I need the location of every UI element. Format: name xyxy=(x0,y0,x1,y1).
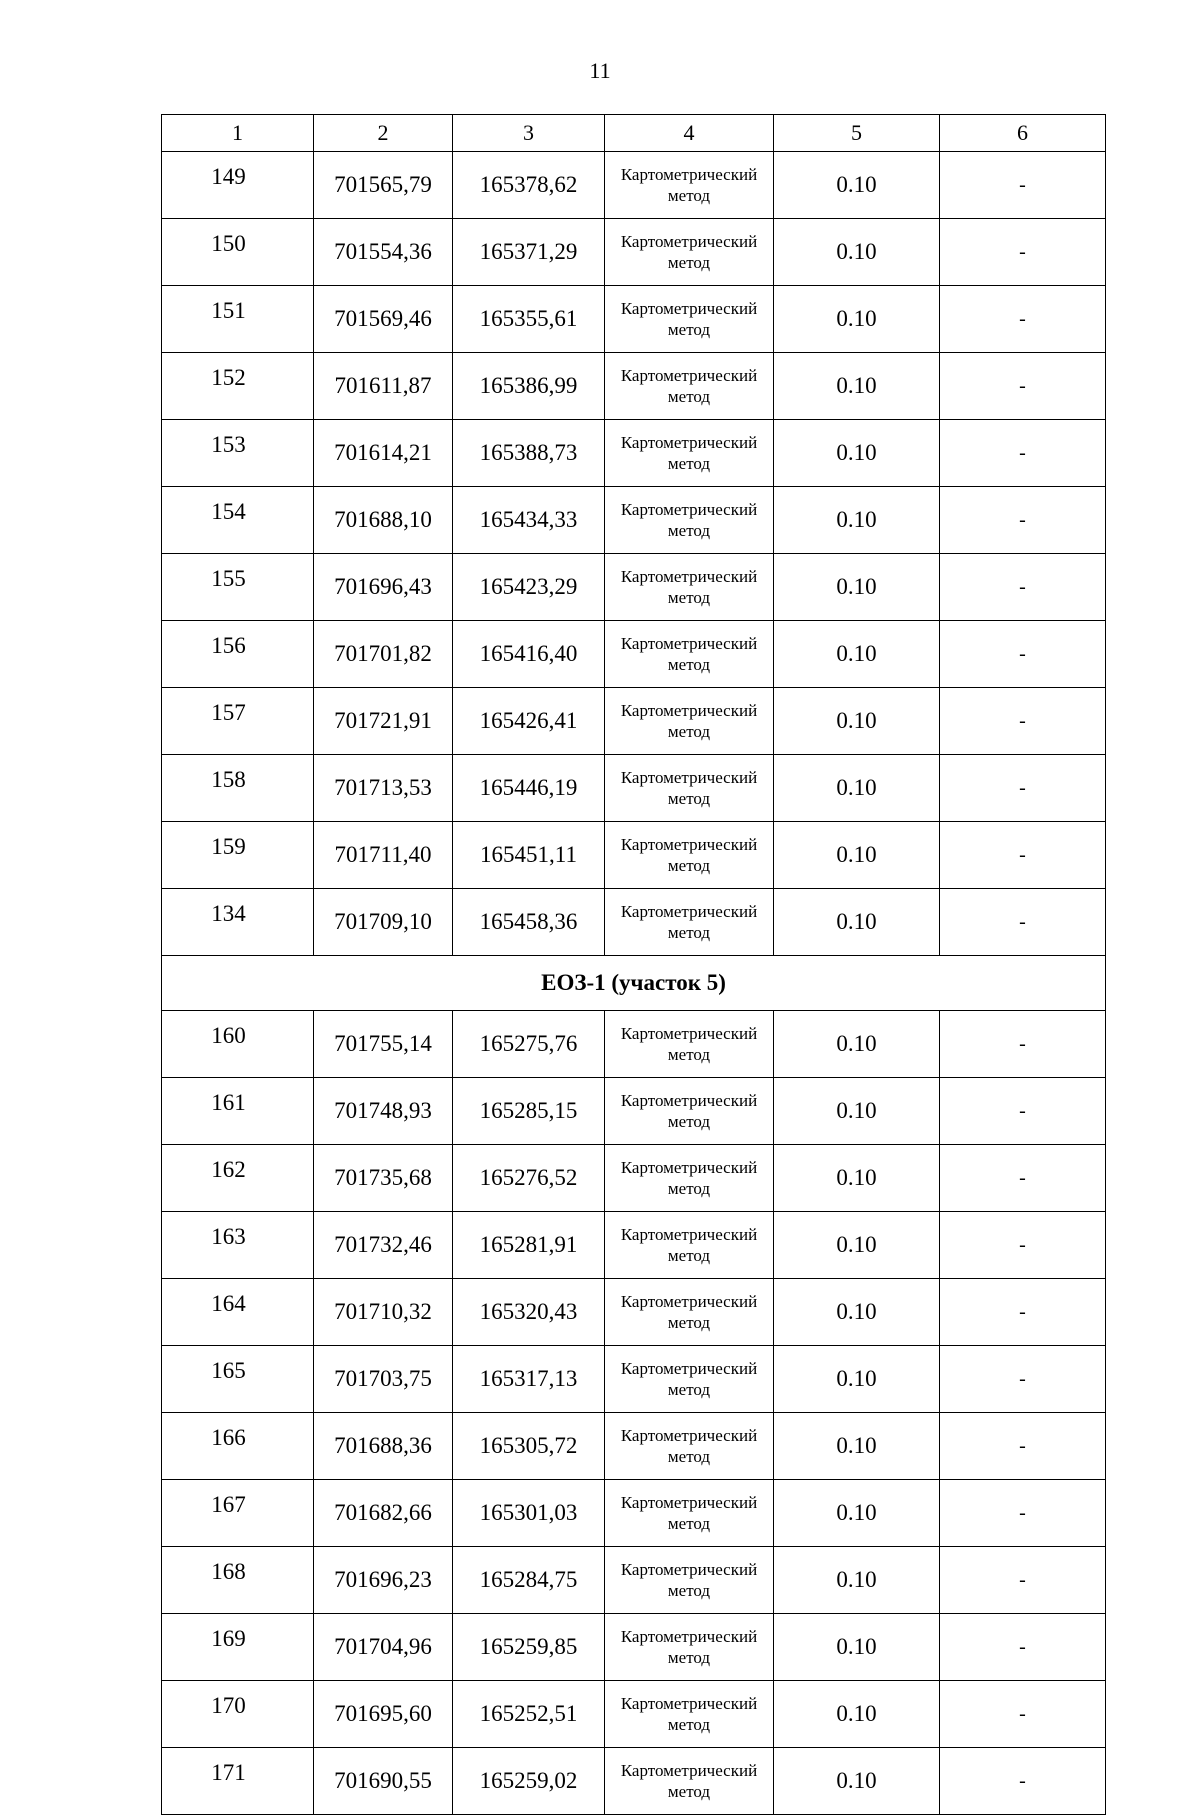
note-cell: - xyxy=(940,1681,1106,1748)
point-number-cell: 155 xyxy=(162,554,314,621)
method-line-1: Картометрический xyxy=(620,366,758,385)
note-cell: - xyxy=(940,1078,1106,1145)
method-line-1: Картометрический xyxy=(620,634,758,653)
column-header: 3 xyxy=(453,115,605,152)
point-number-cell: 163 xyxy=(162,1212,314,1279)
note-cell: - xyxy=(940,1547,1106,1614)
accuracy-cell: 0.10 xyxy=(774,420,940,487)
method-line-1: Картометрический xyxy=(620,1761,758,1780)
method-line-2: метод xyxy=(667,454,711,473)
note-cell: - xyxy=(940,219,1106,286)
y-coordinate-cell: 165416,40 xyxy=(453,621,605,688)
x-coordinate-cell: 701565,79 xyxy=(314,152,453,219)
accuracy-cell: 0.10 xyxy=(774,1681,940,1748)
method-line-2: метод xyxy=(667,1782,711,1801)
section-title: ЕОЗ-1 (участок 5) xyxy=(162,956,1106,1011)
method-cell xyxy=(605,554,774,621)
method-cell xyxy=(605,1346,774,1413)
table-row xyxy=(162,1547,1106,1614)
accuracy-cell: 0.10 xyxy=(774,822,940,889)
table-row xyxy=(162,286,1106,353)
method-line-2: метод xyxy=(667,1112,711,1131)
table-row xyxy=(162,487,1106,554)
method-line-2: метод xyxy=(667,320,711,339)
method-line-2: метод xyxy=(667,521,711,540)
point-number-cell: 171 xyxy=(162,1748,314,1815)
accuracy-cell: 0.10 xyxy=(774,1614,940,1681)
accuracy-cell: 0.10 xyxy=(774,1480,940,1547)
table-row xyxy=(162,1145,1106,1212)
accuracy-cell: 0.10 xyxy=(774,286,940,353)
y-coordinate-cell: 165434,33 xyxy=(453,487,605,554)
method-line-1: Картометрический xyxy=(620,1560,758,1579)
method-line-1: Картометрический xyxy=(620,1292,758,1311)
point-number-cell: 170 xyxy=(162,1681,314,1748)
method-line-1: Картометрический xyxy=(620,433,758,452)
point-number-cell: 164 xyxy=(162,1279,314,1346)
point-number-cell: 150 xyxy=(162,219,314,286)
method-line-2: метод xyxy=(667,387,711,406)
table-row xyxy=(162,1480,1106,1547)
method-line-1: Картометрический xyxy=(620,1359,758,1378)
y-coordinate-cell: 165423,29 xyxy=(453,554,605,621)
point-number-cell: 160 xyxy=(162,1011,314,1078)
method-line-1: Картометрический xyxy=(620,1627,758,1646)
x-coordinate-cell: 701709,10 xyxy=(314,889,453,956)
table-row xyxy=(162,755,1106,822)
method-line-1: Картометрический xyxy=(620,500,758,519)
column-header: 6 xyxy=(940,115,1106,152)
point-number-cell: 154 xyxy=(162,487,314,554)
note-cell: - xyxy=(940,1279,1106,1346)
y-coordinate-cell: 165276,52 xyxy=(453,1145,605,1212)
point-number-cell: 161 xyxy=(162,1078,314,1145)
x-coordinate-cell: 701695,60 xyxy=(314,1681,453,1748)
y-coordinate-cell: 165320,43 xyxy=(453,1279,605,1346)
accuracy-cell: 0.10 xyxy=(774,1279,940,1346)
note-cell: - xyxy=(940,353,1106,420)
accuracy-cell: 0.10 xyxy=(774,1078,940,1145)
table-row xyxy=(162,1212,1106,1279)
y-coordinate-cell: 165281,91 xyxy=(453,1212,605,1279)
method-line-2: метод xyxy=(667,923,711,942)
method-cell xyxy=(605,219,774,286)
method-cell xyxy=(605,1011,774,1078)
y-coordinate-cell: 165305,72 xyxy=(453,1413,605,1480)
method-line-2: метод xyxy=(667,722,711,741)
accuracy-cell: 0.10 xyxy=(774,487,940,554)
table-row xyxy=(162,1413,1106,1480)
note-cell: - xyxy=(940,621,1106,688)
method-line-2: метод xyxy=(667,1313,711,1332)
y-coordinate-cell: 165388,73 xyxy=(453,420,605,487)
x-coordinate-cell: 701735,68 xyxy=(314,1145,453,1212)
y-coordinate-cell: 165386,99 xyxy=(453,353,605,420)
column-header: 5 xyxy=(774,115,940,152)
accuracy-cell: 0.10 xyxy=(774,1145,940,1212)
note-cell: - xyxy=(940,1145,1106,1212)
table-row xyxy=(162,688,1106,755)
method-cell xyxy=(605,487,774,554)
x-coordinate-cell: 701554,36 xyxy=(314,219,453,286)
method-line-1: Картометрический xyxy=(620,768,758,787)
table-row xyxy=(162,152,1106,219)
note-cell: - xyxy=(940,1212,1106,1279)
method-line-1: Картометрический xyxy=(620,299,758,318)
x-coordinate-cell: 701703,75 xyxy=(314,1346,453,1413)
table-row xyxy=(162,1346,1106,1413)
table-row xyxy=(162,1078,1106,1145)
method-line-2: метод xyxy=(667,1514,711,1533)
x-coordinate-cell: 701611,87 xyxy=(314,353,453,420)
method-cell xyxy=(605,152,774,219)
table-row xyxy=(162,889,1106,956)
accuracy-cell: 0.10 xyxy=(774,1346,940,1413)
note-cell: - xyxy=(940,1748,1106,1815)
x-coordinate-cell: 701696,43 xyxy=(314,554,453,621)
accuracy-cell: 0.10 xyxy=(774,688,940,755)
point-number-cell: 151 xyxy=(162,286,314,353)
table-body xyxy=(162,115,1106,1815)
method-line-1: Картометрический xyxy=(620,1694,758,1713)
method-cell xyxy=(605,755,774,822)
table-row xyxy=(162,621,1106,688)
y-coordinate-cell: 165252,51 xyxy=(453,1681,605,1748)
point-number-cell: 162 xyxy=(162,1145,314,1212)
table-row xyxy=(162,420,1106,487)
method-cell xyxy=(605,1614,774,1681)
method-line-2: метод xyxy=(667,1715,711,1734)
note-cell: - xyxy=(940,1011,1106,1078)
method-line-1: Картометрический xyxy=(620,232,758,251)
method-line-1: Картометрический xyxy=(620,701,758,720)
table-row xyxy=(162,1681,1106,1748)
method-cell xyxy=(605,889,774,956)
note-cell: - xyxy=(940,554,1106,621)
method-line-1: Картометрический xyxy=(620,1158,758,1177)
note-cell: - xyxy=(940,152,1106,219)
x-coordinate-cell: 701569,46 xyxy=(314,286,453,353)
point-number-cell: 168 xyxy=(162,1547,314,1614)
method-cell xyxy=(605,1547,774,1614)
method-cell xyxy=(605,621,774,688)
point-number-cell: 153 xyxy=(162,420,314,487)
method-line-1: Картометрический xyxy=(620,1493,758,1512)
x-coordinate-cell: 701688,36 xyxy=(314,1413,453,1480)
x-coordinate-cell: 701713,53 xyxy=(314,755,453,822)
point-number-cell: 166 xyxy=(162,1413,314,1480)
point-number-cell: 156 xyxy=(162,621,314,688)
column-header: 2 xyxy=(314,115,453,152)
coordinates-table xyxy=(161,114,1106,1815)
accuracy-cell: 0.10 xyxy=(774,554,940,621)
section-header-row xyxy=(162,956,1106,1011)
note-cell: - xyxy=(940,688,1106,755)
note-cell: - xyxy=(940,1346,1106,1413)
method-line-2: метод xyxy=(667,856,711,875)
method-line-2: метод xyxy=(667,655,711,674)
method-line-2: метод xyxy=(667,1246,711,1265)
method-line-1: Картометрический xyxy=(620,1225,758,1244)
x-coordinate-cell: 701688,10 xyxy=(314,487,453,554)
x-coordinate-cell: 701711,40 xyxy=(314,822,453,889)
point-number-cell: 157 xyxy=(162,688,314,755)
point-number-cell: 158 xyxy=(162,755,314,822)
y-coordinate-cell: 165451,11 xyxy=(453,822,605,889)
note-cell: - xyxy=(940,1614,1106,1681)
table-row xyxy=(162,353,1106,420)
method-line-2: метод xyxy=(667,1648,711,1667)
y-coordinate-cell: 165458,36 xyxy=(453,889,605,956)
point-number-cell: 152 xyxy=(162,353,314,420)
method-cell xyxy=(605,420,774,487)
method-line-2: метод xyxy=(667,1380,711,1399)
y-coordinate-cell: 165285,15 xyxy=(453,1078,605,1145)
method-line-2: метод xyxy=(667,186,711,205)
note-cell: - xyxy=(940,822,1106,889)
accuracy-cell: 0.10 xyxy=(774,621,940,688)
method-line-2: метод xyxy=(667,789,711,808)
x-coordinate-cell: 701701,82 xyxy=(314,621,453,688)
method-line-1: Картометрический xyxy=(620,1091,758,1110)
method-cell xyxy=(605,1480,774,1547)
x-coordinate-cell: 701755,14 xyxy=(314,1011,453,1078)
note-cell: - xyxy=(940,755,1106,822)
x-coordinate-cell: 701732,46 xyxy=(314,1212,453,1279)
method-line-2: метод xyxy=(667,1179,711,1198)
accuracy-cell: 0.10 xyxy=(774,152,940,219)
header-row xyxy=(162,115,1106,152)
accuracy-cell: 0.10 xyxy=(774,1212,940,1279)
method-line-1: Картометрический xyxy=(620,1426,758,1445)
method-cell xyxy=(605,353,774,420)
accuracy-cell: 0.10 xyxy=(774,1547,940,1614)
method-line-1: Картометрический xyxy=(620,835,758,854)
point-number-cell: 169 xyxy=(162,1614,314,1681)
y-coordinate-cell: 165301,03 xyxy=(453,1480,605,1547)
accuracy-cell: 0.10 xyxy=(774,1748,940,1815)
method-cell xyxy=(605,1748,774,1815)
method-cell xyxy=(605,1145,774,1212)
y-coordinate-cell: 165284,75 xyxy=(453,1547,605,1614)
note-cell: - xyxy=(940,286,1106,353)
method-cell xyxy=(605,1279,774,1346)
method-cell xyxy=(605,1413,774,1480)
table-row xyxy=(162,1279,1106,1346)
accuracy-cell: 0.10 xyxy=(774,1413,940,1480)
accuracy-cell: 0.10 xyxy=(774,889,940,956)
column-header: 4 xyxy=(605,115,774,152)
y-coordinate-cell: 165259,02 xyxy=(453,1748,605,1815)
accuracy-cell: 0.10 xyxy=(774,353,940,420)
y-coordinate-cell: 165275,76 xyxy=(453,1011,605,1078)
table-row xyxy=(162,1748,1106,1815)
accuracy-cell: 0.10 xyxy=(774,755,940,822)
point-number-cell: 165 xyxy=(162,1346,314,1413)
table-row xyxy=(162,554,1106,621)
x-coordinate-cell: 701748,93 xyxy=(314,1078,453,1145)
note-cell: - xyxy=(940,487,1106,554)
method-line-1: Картометрический xyxy=(620,902,758,921)
method-line-1: Картометрический xyxy=(620,1024,758,1043)
method-line-2: метод xyxy=(667,253,711,272)
note-cell: - xyxy=(940,1480,1106,1547)
x-coordinate-cell: 701690,55 xyxy=(314,1748,453,1815)
y-coordinate-cell: 165446,19 xyxy=(453,755,605,822)
y-coordinate-cell: 165371,29 xyxy=(453,219,605,286)
note-cell: - xyxy=(940,889,1106,956)
method-cell xyxy=(605,286,774,353)
x-coordinate-cell: 701704,96 xyxy=(314,1614,453,1681)
note-cell: - xyxy=(940,420,1106,487)
x-coordinate-cell: 701682,66 xyxy=(314,1480,453,1547)
table-row xyxy=(162,822,1106,889)
accuracy-cell: 0.10 xyxy=(774,1011,940,1078)
method-cell xyxy=(605,1681,774,1748)
point-number-cell: 159 xyxy=(162,822,314,889)
x-coordinate-cell: 701614,21 xyxy=(314,420,453,487)
y-coordinate-cell: 165259,85 xyxy=(453,1614,605,1681)
method-line-1: Картометрический xyxy=(620,165,758,184)
method-line-2: метод xyxy=(667,588,711,607)
y-coordinate-cell: 165355,61 xyxy=(453,286,605,353)
point-number-cell: 134 xyxy=(162,889,314,956)
note-cell: - xyxy=(940,1413,1106,1480)
table-row xyxy=(162,1614,1106,1681)
y-coordinate-cell: 165317,13 xyxy=(453,1346,605,1413)
column-header: 1 xyxy=(162,115,314,152)
y-coordinate-cell: 165378,62 xyxy=(453,152,605,219)
point-number-cell: 167 xyxy=(162,1480,314,1547)
x-coordinate-cell: 701710,32 xyxy=(314,1279,453,1346)
method-line-2: метод xyxy=(667,1447,711,1466)
method-cell xyxy=(605,688,774,755)
table-row xyxy=(162,219,1106,286)
method-line-2: метод xyxy=(667,1581,711,1600)
x-coordinate-cell: 701696,23 xyxy=(314,1547,453,1614)
method-line-1: Картометрический xyxy=(620,567,758,586)
accuracy-cell: 0.10 xyxy=(774,219,940,286)
page-number: 11 xyxy=(589,58,611,83)
method-cell xyxy=(605,1212,774,1279)
method-cell xyxy=(605,822,774,889)
method-cell xyxy=(605,1078,774,1145)
method-line-2: метод xyxy=(667,1045,711,1064)
y-coordinate-cell: 165426,41 xyxy=(453,688,605,755)
point-number-cell: 149 xyxy=(162,152,314,219)
table-row xyxy=(162,1011,1106,1078)
x-coordinate-cell: 701721,91 xyxy=(314,688,453,755)
